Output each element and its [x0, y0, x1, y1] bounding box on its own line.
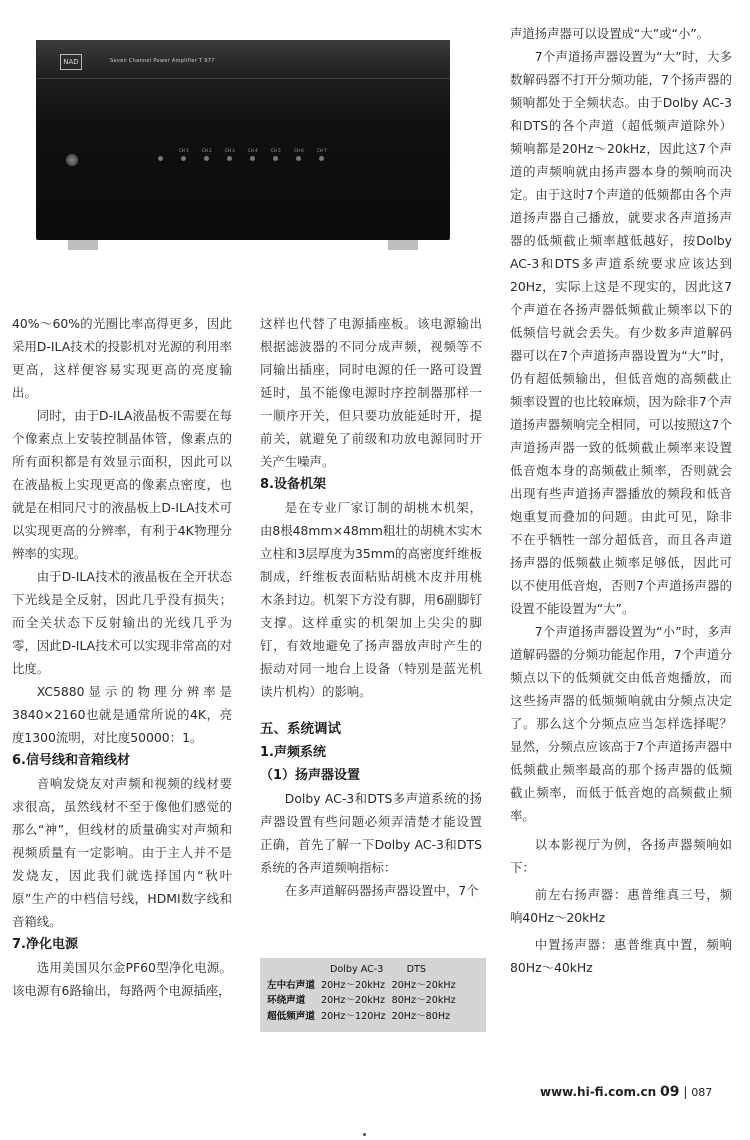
channel-led-icon	[273, 156, 278, 161]
paragraph: XC5880显示的物理分辨率是3840×2160也就是通常所说的4K，亮度1300流明，对比度50000：1。	[12, 684, 232, 745]
paragraph: 前左右扬声器：惠普维真三号，频响40Hz～20kHz	[510, 887, 732, 925]
chapter-heading: 五、系统调试	[260, 721, 341, 737]
amp-foot	[388, 240, 418, 250]
channel-label: CH 4	[248, 148, 258, 153]
channel-led-icon	[319, 156, 324, 161]
amplifier-body	[36, 40, 450, 240]
text-column-3	[510, 22, 732, 979]
channel-led-icon	[296, 156, 301, 161]
channel-led-icon	[250, 156, 255, 161]
channel-led-icon	[227, 156, 232, 161]
channel-led-icon	[181, 156, 186, 161]
subsection-heading: （1）扬声器设置	[260, 768, 361, 783]
page-footer	[540, 1084, 712, 1100]
frequency-response-table	[260, 958, 486, 1032]
section-heading: 8.设备机架	[260, 477, 326, 492]
table-header: DTS	[406, 964, 426, 975]
section-heading: 6.信号线和音箱线材	[12, 753, 130, 768]
section-heading: 7.净化电源	[12, 937, 78, 952]
paragraph: Dolby AC-3和DTS多声道系统的扬声器设置有些问题必须弄清楚才能设置正确，首先了解一下Dolby AC-3和DTS系统的各声道频响指标：	[260, 791, 482, 875]
row-label: 超低频声道	[267, 1010, 315, 1022]
paragraph: 以本影视厅为例，各扬声器频响如下：	[510, 837, 732, 875]
section-heading: 1.声频系统	[260, 745, 326, 760]
footer-separator: |	[683, 1085, 688, 1099]
paragraph: 是在专业厂家订制的胡桃木机架，由8根48mm×48mm粗壮的胡桃木实木立柱和3层厚度为35mm的高密度纤维板制成，纤维板表面粘贴胡桃木皮并用桃木条封边。机架下方没有脚，用6副脚钉支撑。这样重实的机架加上尖尖的脚钉，有效地避免了扬声器放声时产生的振动对同一地台上设备（特别是蓝光机读片机构）的影响。	[260, 500, 482, 699]
channel-label: CH 1	[179, 148, 189, 153]
table-row	[264, 993, 459, 1009]
nad-logo: NAD	[60, 54, 82, 70]
paragraph: 选用美国贝尔金PF60型净化电源。该电源有6路输出，每路两个电源插座，	[12, 960, 232, 998]
table-row	[264, 1009, 459, 1025]
paragraph: 中置扬声器：惠普维真中置，频响80Hz～40kHz	[510, 937, 732, 975]
table-header	[264, 962, 318, 978]
row-label: 左中右声道	[267, 979, 315, 991]
amp-foot	[68, 240, 98, 250]
channel-label: CH 6	[294, 148, 304, 153]
text-column-2	[260, 312, 482, 902]
amplifier-top-panel	[36, 40, 450, 79]
amplifier-model-label: Seven Channel Power Amplifier T 977	[110, 58, 215, 64]
paragraph: 由于D-ILA技术的液晶板在全开状态下光线是全反射，因此几乎没有损失；而全关状态下反射输出的光线几乎为零，因此D-ILA技术可以实现非常高的对比度。	[12, 569, 232, 676]
channel-label: CH 3	[225, 148, 235, 153]
table-cell: 20Hz～120Hz	[320, 1010, 386, 1022]
channel-label: CH 5	[271, 148, 281, 153]
channel-label: CH 2	[202, 148, 212, 153]
power-knob-icon	[66, 154, 78, 166]
paragraph: 7个声道扬声器设置为“大”时，大多数解码器不打开分频功能，7个扬声器的频响都处于全频状态。由于Dolby AC-3和DTS的各个声道（超低频声道除外）频响都是20Hz～20kHz，因此这7个声道的声频响就由扬声器本身的频响而决定。由于这时7个声道的低频都由各个声道扬声器自己播放，就要求各声道扬声器的低频截止频率越低越好，按Dolby AC-3和DTS多声道系统要求应该达到20Hz，实际上这是不现实的，因此这7个声道在各扬声器低频截止频率以下的低频信号就会丢失。有少数多声道解码器可以在7个声道扬声器设置为“大”时，仍有超低频输出，但低音炮的高频截止频率设置的也比较麻烦，因为除非7个声道扬声器频响完全相同，可以按照这7个声道扬声器一致的低频截止频率来设置低音炮本身的高频截止频率，否则就会出现有些声道扬声器播放的频段和低音炮重复而叠加的问题。由此可见，除非不在乎牺牲一部分超低音，而且各声道扬声器的低频截止频率足够低，因此可以不使用低音炮，否则7个声道扬声器的设置不能设置为“大”。	[510, 49, 732, 616]
paragraph: 这样也代替了电源插座板。该电源输出根据滤波器的不同分成声频，视频等不同输出插座，同时电源的任一路可设置延时，虽不能像电源时序控制器那样一一顺序开关，但只要功放能延时开，提前关，就避免了前级和功放电源同时开关产生噪声。	[260, 316, 482, 469]
table-cell: 20Hz～80Hz	[391, 1010, 451, 1022]
table-header: Dolby AC-3	[329, 964, 384, 975]
table-cell: 20Hz～20kHz	[320, 995, 386, 1006]
channel-led-icon	[158, 156, 163, 161]
paragraph: 声道扬声器可以设置成“大”或“小”。	[510, 26, 710, 41]
table-cell: 80Hz～20kHz	[391, 995, 456, 1006]
channel-led-icon	[204, 156, 209, 161]
paragraph: 在多声道解码器扬声器设置中，7个	[284, 883, 479, 898]
paragraph: 同时，由于D-ILA液晶板不需要在每个像素点上安装控制晶体管，像素点的所有面积都是有效显示面积，因此可以在液晶板上实现更高的像素点密度，也就是在相同尺寸的液晶板上D-ILA技术可以实现更高的分辨率，有利于4K物理分辨率的实现。	[12, 408, 232, 561]
channel-label: CH 7	[317, 148, 327, 153]
paragraph: 7个声道扬声器设置为“小”时，多声道解码器的分频功能起作用，7个声道分频点以下的低频就交由低音炮播放，而这些扬声器的低频频响就由分频点决定了。那么这个分频点应当怎样选择呢？显然，分频点应该高于7个声道扬声器中低频截止频率最高的那个扬声器的低频截止频率，而低于低音炮的高频截止频率。	[510, 624, 732, 823]
table-cell: 20Hz～20kHz	[320, 979, 386, 991]
table-cell: 20Hz～20kHz	[391, 979, 456, 991]
paragraph: 40%～60%的光圈比率高得更多，因此采用D-ILA技术的投影机对光源的利用率更高，这样便容易实现更高的亮度输出。	[12, 316, 232, 400]
paragraph: 音响发烧友对声频和视频的线材要求很高，虽然线材不至于像他们感觉的那么“神”，但线材的质量确实对声频和视频质量有一定影响。由于主人并不是发烧友，因此我们就选择国内“秋叶原”生产的中档信号线，HDMI数字线和音箱线。	[12, 776, 232, 929]
page-number: 087	[691, 1086, 713, 1099]
table-row	[264, 978, 459, 994]
text-column-1	[12, 312, 232, 1002]
page-mark	[363, 1133, 366, 1136]
amplifier-photo	[28, 22, 464, 262]
issue-number: 09	[660, 1084, 680, 1100]
website-url: www.hi-fi.com.cn	[540, 1085, 657, 1099]
row-label: 环绕声道	[267, 995, 306, 1006]
table-header-row	[264, 962, 459, 978]
